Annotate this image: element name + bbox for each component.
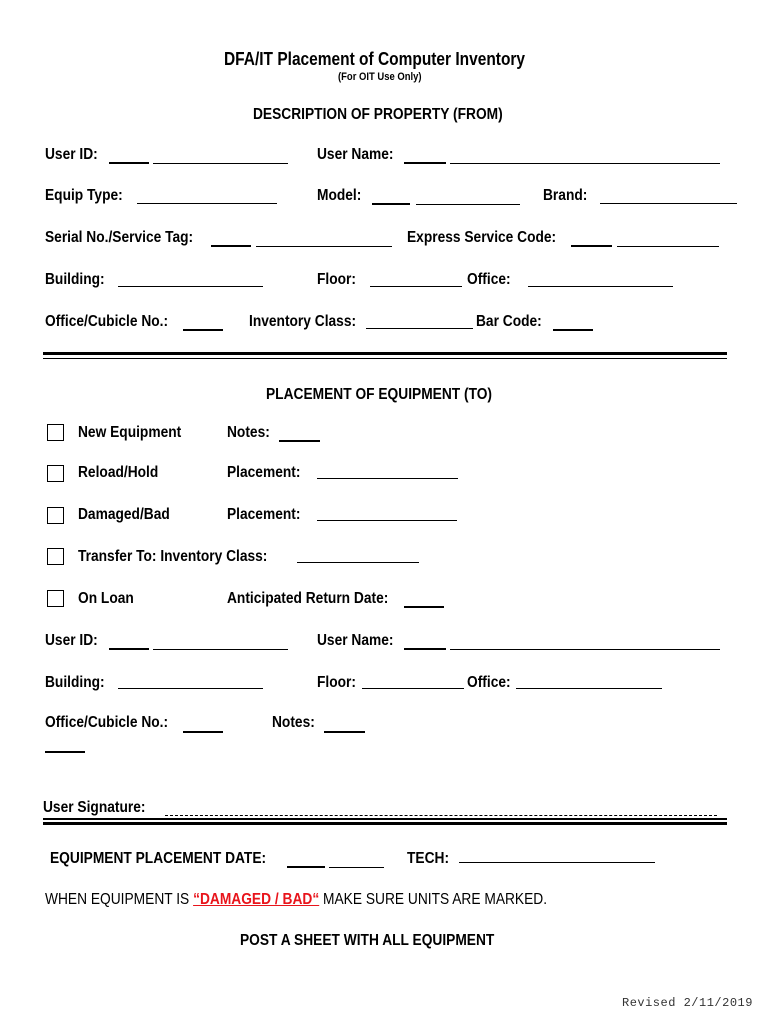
- equip-type-label: Equip Type:: [45, 187, 123, 204]
- section-divider-thick: [43, 352, 727, 355]
- to-user-name-label: User Name:: [317, 632, 394, 649]
- to-user-name-field-short[interactable]: [404, 648, 446, 650]
- serial-field-short[interactable]: [211, 245, 251, 247]
- bar-code-field[interactable]: [553, 329, 593, 331]
- form-title: DFA/IT Placement of Computer Inventory: [224, 49, 526, 69]
- to-floor-field[interactable]: [362, 688, 464, 689]
- inventory-class-label: Inventory Class:: [249, 313, 357, 330]
- transfer-to-label: Transfer To: Inventory Class:: [78, 548, 268, 565]
- damaged-placement-field[interactable]: [317, 520, 457, 521]
- to-building-field[interactable]: [118, 688, 263, 689]
- placement-date-field-short[interactable]: [287, 866, 325, 868]
- warning-suffix: MAKE SURE UNITS ARE MARKED.: [319, 891, 548, 908]
- signature-label: User Signature:: [43, 799, 146, 816]
- form-subtitle: (For OIT Use Only): [338, 71, 422, 83]
- to-user-id-label: User ID:: [45, 632, 98, 649]
- to-office-field[interactable]: [516, 688, 662, 689]
- brand-label: Brand:: [543, 187, 588, 204]
- bar-code-label: Bar Code:: [476, 313, 542, 330]
- from-user-id-field[interactable]: [153, 163, 288, 164]
- to-office-label: Office:: [467, 674, 511, 691]
- brand-field[interactable]: [600, 203, 737, 204]
- damaged-placement-label: Placement:: [227, 506, 301, 523]
- to-user-id-field-short[interactable]: [109, 648, 149, 650]
- to-building-label: Building:: [45, 674, 105, 691]
- transfer-inventory-class-field[interactable]: [297, 562, 419, 563]
- tech-label: TECH:: [407, 850, 450, 867]
- to-cubicle-label: Office/Cubicle No.:: [45, 714, 169, 731]
- from-user-name-field[interactable]: [450, 163, 720, 164]
- damaged-bad-checkbox[interactable]: [47, 507, 64, 524]
- from-floor-field[interactable]: [370, 286, 462, 287]
- tech-field[interactable]: [459, 862, 655, 863]
- to-user-id-field[interactable]: [153, 649, 288, 650]
- model-field[interactable]: [416, 204, 520, 205]
- from-building-field[interactable]: [118, 286, 263, 287]
- new-equipment-notes-label: Notes:: [227, 424, 270, 441]
- from-user-id-field-short[interactable]: [109, 162, 149, 164]
- new-equipment-label: New Equipment: [78, 424, 182, 441]
- to-notes-label: Notes:: [272, 714, 315, 731]
- from-user-name-label: User Name:: [317, 146, 394, 163]
- from-office-label: Office:: [467, 271, 511, 288]
- placement-date-field[interactable]: [329, 867, 384, 868]
- to-notes-field[interactable]: [324, 731, 365, 733]
- from-cubicle-field[interactable]: [183, 329, 223, 331]
- post-sheet-note: POST A SHEET WITH ALL EQUIPMENT: [240, 932, 495, 949]
- equip-type-field[interactable]: [137, 203, 277, 204]
- on-loan-checkbox[interactable]: [47, 590, 64, 607]
- to-cubicle-field-continued[interactable]: [45, 751, 85, 753]
- from-office-field[interactable]: [528, 286, 673, 287]
- reload-placement-label: Placement:: [227, 464, 301, 481]
- express-code-field[interactable]: [617, 246, 719, 247]
- from-building-label: Building:: [45, 271, 105, 288]
- model-label: Model:: [317, 187, 362, 204]
- return-date-field[interactable]: [404, 606, 444, 608]
- section-divider-thin: [43, 358, 727, 359]
- from-cubicle-label: Office/Cubicle No.:: [45, 313, 169, 330]
- serial-field[interactable]: [256, 246, 392, 247]
- reload-hold-checkbox[interactable]: [47, 465, 64, 482]
- inventory-class-field[interactable]: [366, 328, 473, 329]
- reload-placement-field[interactable]: [317, 478, 458, 479]
- signature-divider-lower: [43, 822, 727, 825]
- return-date-label: Anticipated Return Date:: [227, 590, 389, 607]
- revised-date: Revised 2/11/2019: [622, 996, 753, 1010]
- from-user-id-label: User ID:: [45, 146, 98, 163]
- new-equipment-checkbox[interactable]: [47, 424, 64, 441]
- signature-divider-upper: [43, 818, 727, 820]
- placement-date-label: EQUIPMENT PLACEMENT DATE:: [50, 850, 267, 867]
- reload-hold-label: Reload/Hold: [78, 464, 159, 481]
- serial-label: Serial No./Service Tag:: [45, 229, 194, 246]
- to-floor-label: Floor:: [317, 674, 356, 691]
- warning-damaged-bad: “DAMAGED / BAD“: [193, 891, 320, 908]
- to-cubicle-field[interactable]: [183, 731, 223, 733]
- express-code-label: Express Service Code:: [407, 229, 557, 246]
- from-floor-label: Floor:: [317, 271, 356, 288]
- warning-prefix: WHEN EQUIPMENT IS: [45, 891, 194, 908]
- transfer-to-checkbox[interactable]: [47, 548, 64, 565]
- from-section-heading: DESCRIPTION OF PROPERTY (FROM): [253, 106, 503, 123]
- signature-field[interactable]: [165, 815, 717, 816]
- to-user-name-field[interactable]: [450, 649, 720, 650]
- new-equipment-notes-field[interactable]: [279, 440, 320, 442]
- on-loan-label: On Loan: [78, 590, 134, 607]
- express-code-field-short[interactable]: [571, 245, 612, 247]
- from-user-name-field-short[interactable]: [404, 162, 446, 164]
- warning-text: [45, 891, 547, 909]
- damaged-bad-label: Damaged/Bad: [78, 506, 170, 523]
- to-section-heading: PLACEMENT OF EQUIPMENT (TO): [266, 386, 493, 403]
- model-field-short[interactable]: [372, 203, 410, 205]
